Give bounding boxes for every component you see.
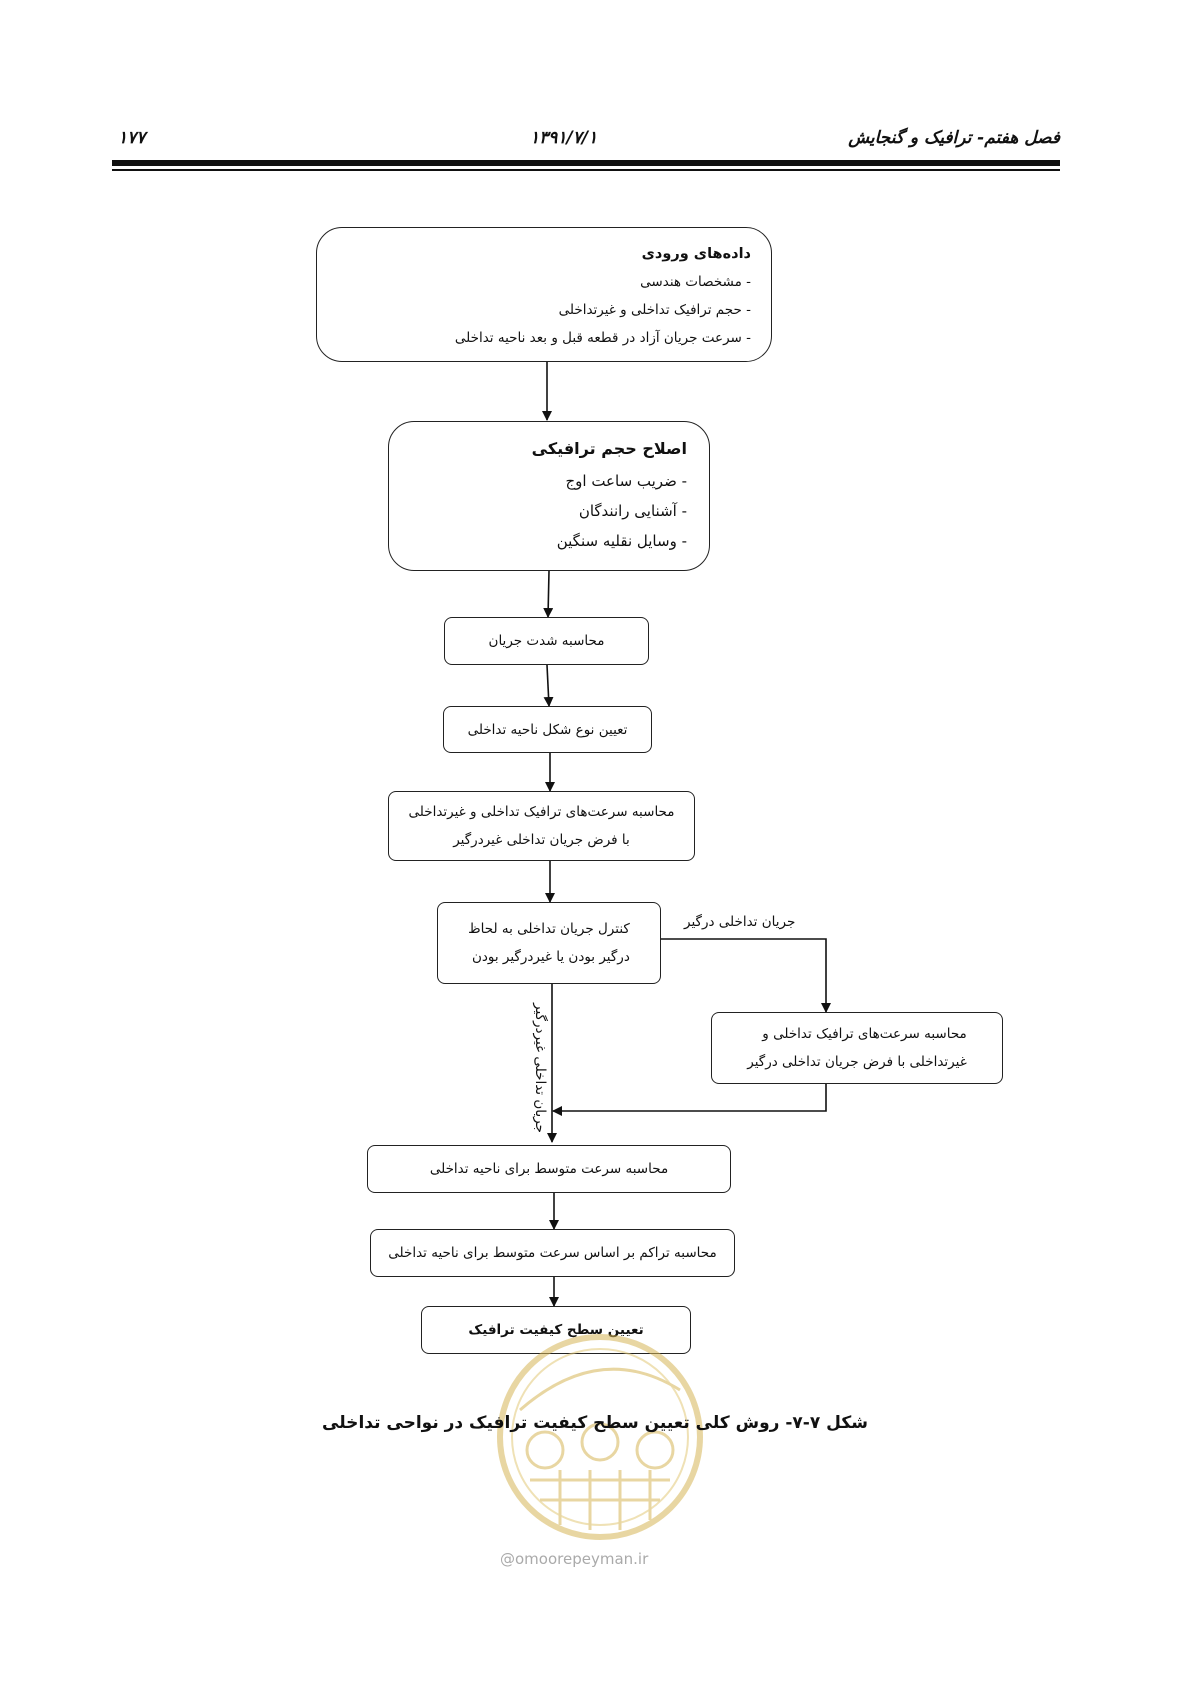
arrow-adjust-to-flow xyxy=(548,571,549,617)
label-constrained: جریان تداخلی درگیر xyxy=(684,914,796,930)
figure-caption: شکل ۷-۷- روش کلی تعیین سطح کیفیت ترافیک در نواحی تداخلی xyxy=(322,1413,868,1433)
speeds-constrained-box xyxy=(711,1012,1003,1084)
arrow-constrained-to-merge xyxy=(553,1084,826,1111)
config-type-label: تعیین نوع شکل ناحیه تداخلی xyxy=(467,721,628,738)
speeds-unconstrained-line: با فرض جریان تداخلی غیردرگیر xyxy=(453,832,630,848)
check-line: کنترل جریان تداخلی به لحاظ xyxy=(468,921,630,937)
speeds-unconstrained-line: محاسبه سرعت‌های ترافیک تداخلی و غیرتداخلی xyxy=(408,804,675,820)
check-operation-box xyxy=(437,902,661,984)
chapter-title: فصل هفتم- ترافیک و گنجایش xyxy=(848,128,1060,148)
flow-rate-box xyxy=(444,617,649,665)
volume-adjust-item: - وسایل نقلیه سنگین xyxy=(556,532,687,550)
volume-adjust-item: - آشنایی رانندگان xyxy=(578,502,687,520)
speeds-constrained-line: غیرتداخلی با فرض جریان تداخلی درگیر xyxy=(747,1054,967,1070)
density-box xyxy=(370,1229,735,1277)
check-line: درگیر بودن یا غیردرگیر بودن xyxy=(471,949,630,965)
volume-adjust-box xyxy=(388,421,710,571)
volume-adjust-item: - ضریب ساعت اوج xyxy=(565,472,687,490)
input-data-box xyxy=(316,227,772,362)
page-number: ۱۷۷ xyxy=(118,128,146,148)
avg-speed-label: محاسبه سرعت متوسط برای ناحیه تداخلی xyxy=(429,1161,669,1177)
header-date: ۱۳۹۱/۷/۱ xyxy=(530,128,598,148)
speeds-unconstrained-box xyxy=(388,791,695,861)
arrow-flow-to-config xyxy=(547,665,549,706)
config-type-box xyxy=(443,706,652,753)
flow-rate-label: محاسبه شدت جریان xyxy=(488,633,605,649)
avg-speed-box xyxy=(367,1145,731,1193)
input-item: - حجم ترافیک تداخلی و غیرتداخلی xyxy=(558,302,751,318)
input-item: - سرعت جریان آزاد در قطعه قبل و بعد ناحیه تداخلی xyxy=(454,330,751,346)
speeds-constrained-line: محاسبه سرعت‌های ترافیک تداخلی و xyxy=(762,1026,967,1042)
label-unconstrained: جریان تداخلی غیردرگیر xyxy=(532,1003,548,1133)
volume-adjust-title: اصلاح حجم ترافیکی xyxy=(531,439,687,458)
density-label: محاسبه تراکم بر اساس سرعت متوسط برای ناحیه تداخلی xyxy=(388,1245,717,1261)
input-item: - مشخصات هندسی xyxy=(640,274,751,290)
watermark-seal xyxy=(490,1330,710,1545)
input-title: داده‌های ورودی xyxy=(641,246,751,262)
los-label: تعیین سطح کیفیت ترافیک xyxy=(468,1322,644,1338)
arrow-check-to-constrained xyxy=(661,939,826,1012)
watermark-site: @omoorepeyman.ir xyxy=(500,1550,649,1568)
